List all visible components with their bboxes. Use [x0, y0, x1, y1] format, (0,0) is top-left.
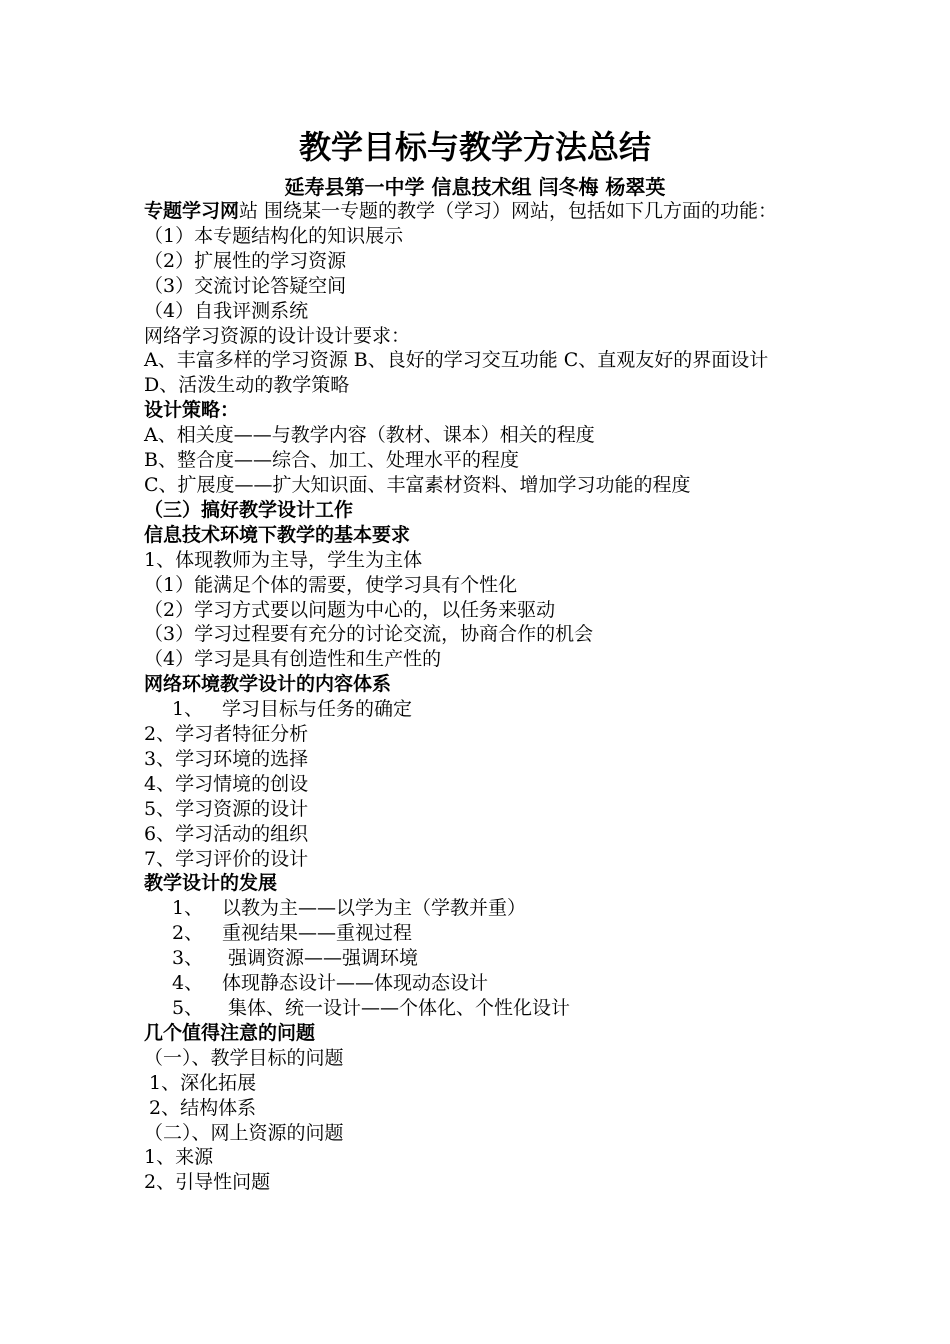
development-heading: 教学设计的发展: [144, 872, 278, 895]
document-subtitle: 延寿县第一中学 信息技术组 闫冬梅 杨翠英: [284, 175, 666, 199]
document-body: [144, 199, 808, 1195]
content-item: 4、学习情境的创设: [144, 772, 309, 795]
content-item: 7、学习评价的设计: [144, 847, 309, 870]
content-item: 6、学习活动的组织: [144, 822, 309, 845]
function-item: （3）交流讨论答疑空间: [144, 274, 347, 297]
development-item: [144, 921, 808, 946]
strategy-heading: 设计策略：: [144, 399, 240, 422]
basic-item: （2）学习方式要以问题为中心的，以任务来驱动: [144, 598, 556, 621]
development-item-number: 4、: [172, 972, 204, 995]
development-item: [144, 971, 808, 996]
issue-item: 2、引导性问题: [144, 1171, 271, 1194]
function-item: （4）自我评测系统: [144, 299, 309, 322]
function-item: （2）扩展性的学习资源: [144, 249, 347, 272]
development-item-text: 集体、统一设计——个体化、个性化设计: [222, 997, 571, 1019]
content-item: 2、学习者特征分析: [144, 723, 309, 746]
content-item: 5、学习资源的设计: [144, 797, 309, 820]
issues-heading: 几个值得注意的问题: [144, 1021, 316, 1044]
content-item-number: 1、: [172, 698, 204, 721]
document-title: 教学目标与教学方法总结: [298, 128, 651, 166]
section-heading: （三）搞好教学设计工作: [144, 498, 354, 521]
development-item-text: 以教为主——以学为主（学教并重）: [222, 897, 527, 920]
development-item-number: 1、: [172, 897, 204, 920]
requirements-heading: 网络学习资源的设计设计要求：: [144, 324, 411, 347]
basic-item: （4）学习是具有创造性和生产性的: [144, 648, 442, 671]
content-system-heading: 网络环境教学设计的内容体系: [144, 673, 392, 696]
issue-item: 1、来源: [144, 1146, 214, 1169]
development-item: [144, 996, 808, 1021]
issue-subheading: （一）、教学目标的问题: [144, 1046, 344, 1069]
development-item-text: 重视结果——重视过程: [222, 922, 413, 945]
development-item-number: 5、: [172, 997, 204, 1019]
function-item: （1）本专题结构化的知识展示: [144, 224, 404, 247]
development-item-number: 3、: [172, 947, 204, 970]
intro-paragraph: [144, 199, 808, 224]
basic-item: （1）能满足个体的需要，使学习具有个性化: [144, 573, 518, 596]
development-item: [144, 946, 808, 971]
strategy-item: A、相关度——与教学内容（教材、课本）相关的程度: [144, 424, 595, 447]
development-item-text: 强调资源——强调环境: [222, 947, 419, 970]
intro-text: 站 围绕某一专题的教学（学习）网站，包括如下几方面的功能：: [239, 200, 778, 222]
content-item-text: 学习目标与任务的确定: [222, 698, 413, 721]
strategy-item: B、整合度——综合、加工、处理水平的程度: [144, 449, 519, 472]
development-item: [144, 896, 808, 921]
intro-bold-term: 专题学习网: [144, 200, 240, 222]
issue-item: 2、结构体系: [149, 1096, 257, 1119]
issue-item: 1、深化拓展: [149, 1071, 257, 1094]
development-item-text: 体现静态设计——体现动态设计: [222, 972, 489, 995]
basic-item: （3）学习过程要有充分的讨论交流，协商合作的机会: [144, 623, 594, 646]
requirements-text: A、丰富多样的学习资源 B、良好的学习交互功能 C、直观友好的界面设计 D、活泼生动的教学策略: [144, 349, 769, 397]
development-item-number: 2、: [172, 922, 204, 945]
content-item: 3、学习环境的选择: [144, 747, 309, 770]
strategy-item: C、扩展度——扩大知识面、丰富素材资料、增加学习功能的程度: [144, 473, 691, 496]
basic-requirements-heading: 信息技术环境下教学的基本要求: [144, 523, 411, 546]
basic-item: 1、体现教师为主导，学生为主体: [144, 548, 423, 571]
content-item: [144, 697, 808, 722]
issue-subheading: （二）、网上资源的问题: [144, 1121, 344, 1144]
